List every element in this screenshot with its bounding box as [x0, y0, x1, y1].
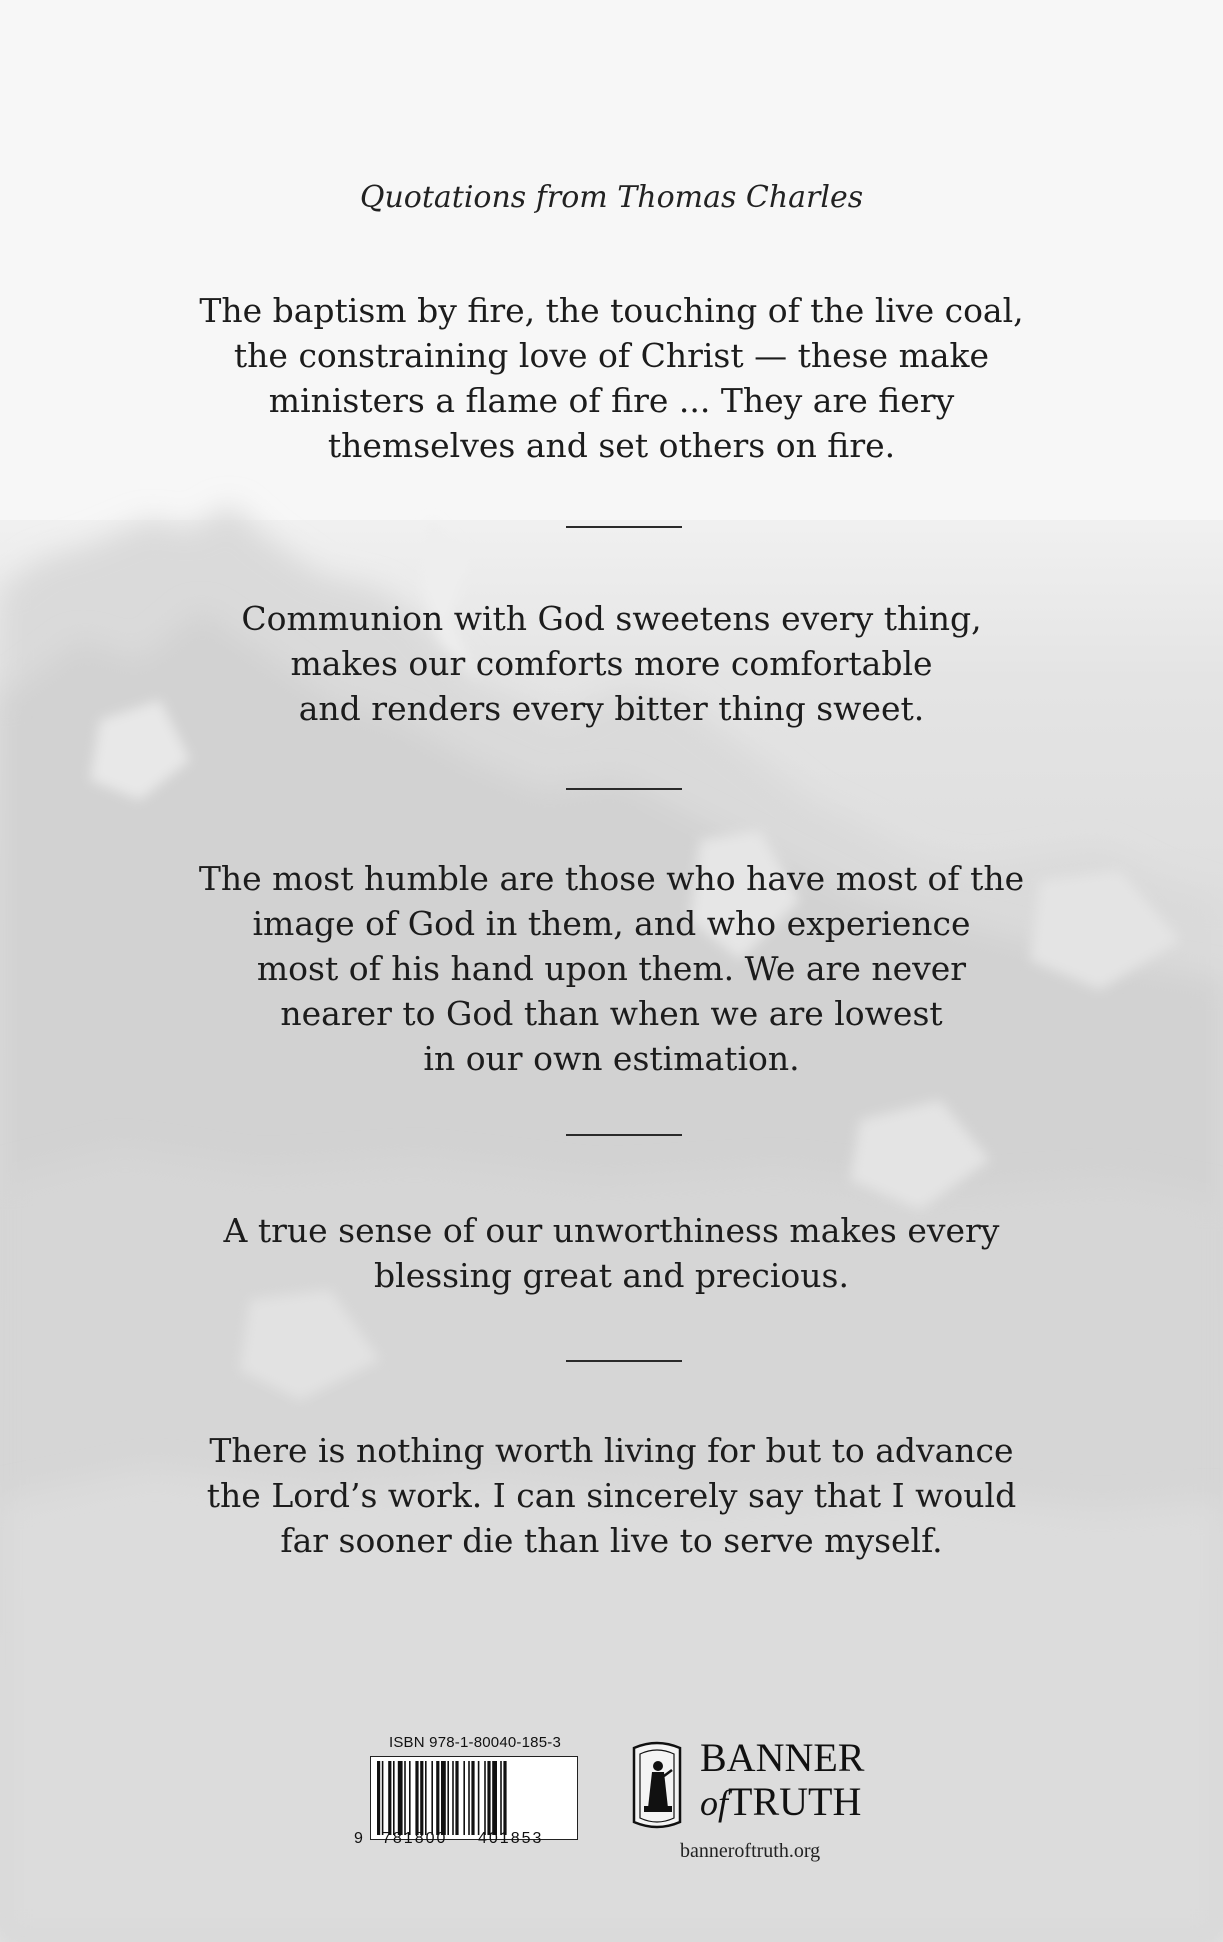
barcode-bar [404, 1761, 406, 1835]
barcode-bar [484, 1761, 486, 1835]
publisher-name-line1: BANNER [700, 1735, 865, 1780]
separator-rule [566, 1134, 682, 1136]
quote-line: the constraining love of Christ — these make [233, 336, 990, 375]
quote-line: blessing great and precious. [374, 1256, 849, 1295]
isbn-label: ISBN 978-1-80040-185-3 [388, 1734, 561, 1751]
barcode-bar [393, 1761, 395, 1835]
barcode-bar [455, 1761, 458, 1835]
barcode-bar [441, 1761, 446, 1835]
quote-line: the Lord’s work. I can sincerely say that I would [206, 1476, 1017, 1515]
publisher-name [700, 1736, 920, 1825]
barcode-bar [463, 1761, 465, 1835]
barcode-bar [377, 1761, 380, 1835]
quotations-heading: Quotations from Thomas Charles [359, 180, 864, 215]
barcode-bar [468, 1761, 470, 1835]
quote-line: and renders every bitter thing sweet. [298, 689, 925, 728]
quote-line: themselves and set others on fire. [327, 426, 896, 465]
quote-line: nearer to God than when we are lowest [280, 994, 943, 1033]
quote-2 [160, 596, 1063, 731]
barcode-lead-digit: 9 [354, 1830, 363, 1847]
barcode-bar [492, 1761, 497, 1835]
barcode-bar [382, 1761, 384, 1835]
barcode-bar [420, 1761, 423, 1835]
publisher-logo [628, 1730, 928, 1860]
barcode-bar [471, 1761, 474, 1835]
quote-line: The baptism by fire, the touching of the live coal, [199, 291, 1024, 330]
publisher-name-of: of [700, 1783, 729, 1823]
barcode-bar [409, 1761, 411, 1835]
separator-rule [566, 788, 682, 790]
barcode-left-digits: 781800 [382, 1830, 448, 1847]
publisher-name-line2 [700, 1780, 920, 1825]
barcode-bar [500, 1761, 502, 1835]
barcode-bars [370, 1756, 578, 1840]
quote-line: in our own estimation. [423, 1039, 800, 1078]
quote-line: A true sense of our unworthiness makes every [223, 1211, 1000, 1250]
publisher-name-truth: TRUTH [728, 1779, 862, 1824]
quote-line: Communion with God sweetens every thing, [241, 599, 982, 638]
barcode-bar [431, 1761, 433, 1835]
quote-1 [160, 288, 1063, 468]
barcode-bar [398, 1761, 403, 1835]
barcode-bar [436, 1761, 439, 1835]
quote-line: ministers a flame of fire ... They are fiery [268, 381, 955, 420]
isbn-barcode [352, 1734, 582, 1850]
quote-5 [160, 1428, 1063, 1563]
separator-rule [566, 1360, 682, 1362]
barcode-right-digits: 401853 [478, 1830, 544, 1847]
barcode-bar [415, 1761, 418, 1835]
barcode-bar [452, 1761, 454, 1835]
quote-line: far sooner die than live to serve myself. [280, 1521, 943, 1560]
barcode-bar [425, 1761, 427, 1835]
quote-line: image of God in them, and who experience [252, 904, 971, 943]
barcode-bar [503, 1761, 506, 1835]
barcode-bar [478, 1761, 480, 1835]
quote-line: makes our comforts more comfortable [290, 644, 933, 683]
quote-line: most of his hand upon them. We are never [256, 949, 967, 988]
quote-4 [160, 1208, 1063, 1298]
quote-line: There is nothing worth living for but to advance [209, 1431, 1014, 1470]
barcode-bar [487, 1761, 490, 1835]
barcode-bar [388, 1761, 391, 1835]
preacher-emblem-icon [628, 1740, 686, 1830]
separator-rule [566, 526, 682, 528]
barcode-bar [447, 1761, 449, 1835]
quote-line: The most humble are those who have most of the [198, 859, 1025, 898]
publisher-url: banneroftruth.org [680, 1840, 821, 1862]
quote-3 [160, 856, 1063, 1081]
